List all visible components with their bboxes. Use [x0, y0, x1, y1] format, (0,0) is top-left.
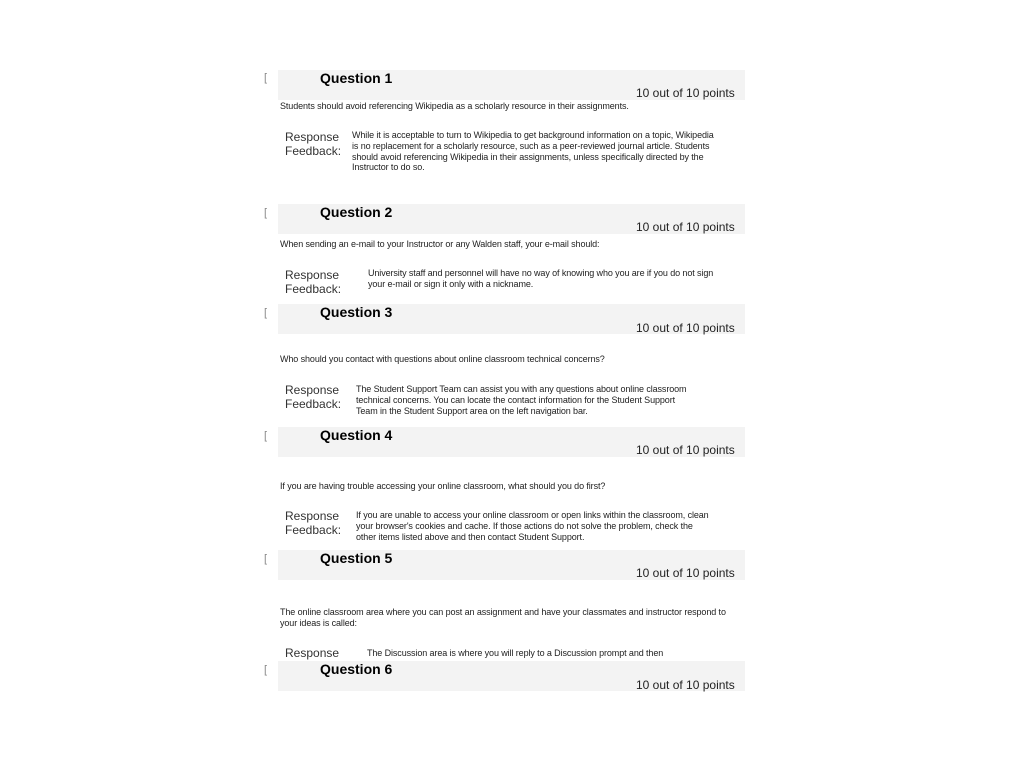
question-marker: [	[264, 307, 268, 319]
question-points: 10 out of 10 points	[636, 678, 735, 692]
question-points: 10 out of 10 points	[636, 86, 735, 100]
question-text: If you are having trouble accessing your online classroom, what should you do first?	[280, 481, 606, 491]
question-title: Question 2	[320, 204, 393, 220]
question-points: 10 out of 10 points	[636, 321, 735, 335]
question-points: 10 out of 10 points	[636, 443, 735, 457]
response-feedback-label: Response Feedback:	[285, 383, 342, 411]
response-feedback-text: University staff and personnel will have no way of knowing who you are if you do not sign your e-mail or sign it only with a nickname.	[368, 268, 714, 289]
question-title: Question 1	[320, 70, 393, 86]
response-feedback-text: While it is acceptable to turn to Wikipedia to get background information on a topic, Wikipedia is no replacement for a scholarly resource, such as a peer-reviewed journal article. Students should avoid referencing Wikipedia in their assignments, unless specifically directed by the Instructor to do so.	[352, 130, 714, 173]
question-title: Question 3	[320, 304, 393, 320]
question-text: When sending an e-mail to your Instructor or any Walden staff, your e-mail should:	[280, 239, 600, 249]
response-feedback-label: Response Feedback:	[285, 130, 342, 158]
question-text: Who should you contact with questions about online classroom technical concerns?	[280, 354, 605, 364]
question-marker: [	[264, 430, 268, 442]
clipped-response-area	[278, 643, 748, 660]
question-marker: [	[264, 72, 268, 84]
question-marker: [	[264, 664, 268, 676]
question-title: Question 6	[320, 661, 393, 677]
response-feedback-text: If you are unable to access your online classroom or open links within the classroom, clean your browser's cookies and cache. If those actions do not solve the problem, check the other items listed above and then contact Student Support.	[356, 510, 709, 542]
response-feedback-label: Response Feedback:	[285, 509, 342, 537]
question-text: The online classroom area where you can post an assignment and have your classmates and instructor respond to your ideas is called:	[280, 607, 726, 628]
question-title: Question 5	[320, 550, 393, 566]
question-title: Question 4	[320, 427, 393, 443]
response-feedback-text: The Student Support Team can assist you with any questions about online classroom technical concerns. You can locate the contact information for the Student Support Team in the Student Support area on the left navigation bar.	[356, 384, 687, 416]
question-points: 10 out of 10 points	[636, 566, 735, 580]
question-marker: [	[264, 207, 268, 219]
question-marker: [	[264, 553, 268, 565]
question-text: Students should avoid referencing Wikipedia as a scholarly resource in their assignments.	[280, 101, 629, 111]
response-feedback-label: Response Feedback:	[285, 268, 342, 296]
response-feedback-label: Response	[285, 646, 340, 660]
question-points: 10 out of 10 points	[636, 220, 735, 234]
response-feedback-text: The Discussion area is where you will reply to a Discussion prompt and then	[367, 648, 664, 658]
